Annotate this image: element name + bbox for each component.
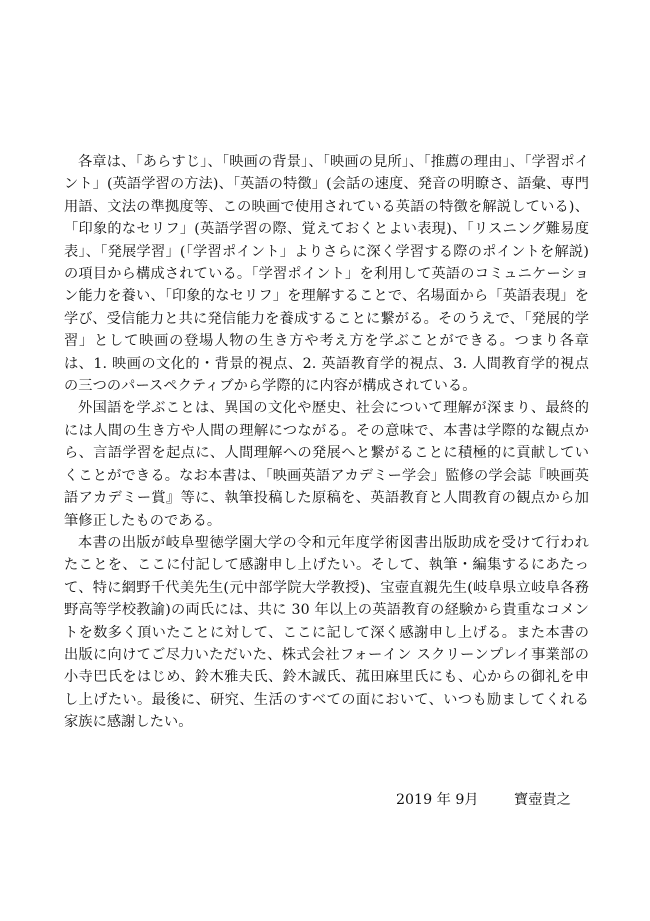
signature-line — [380, 789, 590, 811]
signature-date: 2019 年 9月 — [396, 792, 479, 808]
signature-author: 寶壺貴之 — [514, 792, 571, 808]
paragraph-chapter-structure: 各章は、「あらすじ」、「映画の背景」、「映画の見所」、「推薦の理由」、「学習ポイント」(英語学習の方法)、「英語の特徴」(会話の速度、発音の明瞭さ、語彙、専門用語、文法の準拠度等、この映画で使用されている英語の特徴を解説している)、「印象的なセリフ」(英語学習の際、覚えておくとよい表現)、「リスニング難易度表」、「発展学習」(「学習ポイント」よりさらに深く学習する際のポイントを解説)の項目から構成されている。「学習ポイント」を利用して英語のコミュニケーション能力を養い、「印象的なセリフ」を理解することで、名場面から「英語表現」を学び、受信能力と共に発信能力を養成することに繋がる。そのうえで、「発展的学習」として映画の登場人物の生き方や考え方を学ぶことができる。つまり各章は、1. 映画の文化的・背景的視点、2. 英語教育学的視点、3. 人間教育学的視点の三つのパースペクティブから学際的に内容が構成されている。 — [64, 154, 589, 395]
body-text — [64, 151, 589, 734]
paragraph-acknowledgements: 本書の出版が岐阜聖徳学園大学の令和元年度学術図書出版助成を受けて行われたことを、ここに付記して感謝申し上げたい。そして、執筆・編集するにあたって、特に網野千代美先生(元中部学院大学教授)、宝壺直親先生(岐阜県立岐阜各務野高等学校教諭)の両氏には、共に 30 年以上の英語教育の経験から貴重なコメントを数多く頂いたことに対して、ここに記して深く感謝申し上げる。また本書の出版に向けてご尽力いただいた、株式会社フォーイン スクリーンプレイ事業部の小寺巴氏をはじめ、鈴木雅夫氏、鈴木誠氏、菰田麻里氏にも、心からの御礼を申し上げたい。最後に、研究、生活のすべての面において、いつも励ましてくれる家族に感謝したい。 — [64, 534, 589, 731]
paragraph-foreign-language: 外国語を学ぶことは、異国の文化や歴史、社会について理解が深まり、最終的には人間の生き方や人間の理解につながる。その意味で、本書は学際的な観点から、言語学習を起点に、人間理解への発展へと繋がることに積極的に貢献していくことができる。なお本書は、「映画英語アカデミー学会」監修の学会誌『映画英語アカデミー賞』等に、執筆投稿した原稿を、英語教育と人間教育の観点から加筆修正したものである。 — [64, 400, 589, 529]
